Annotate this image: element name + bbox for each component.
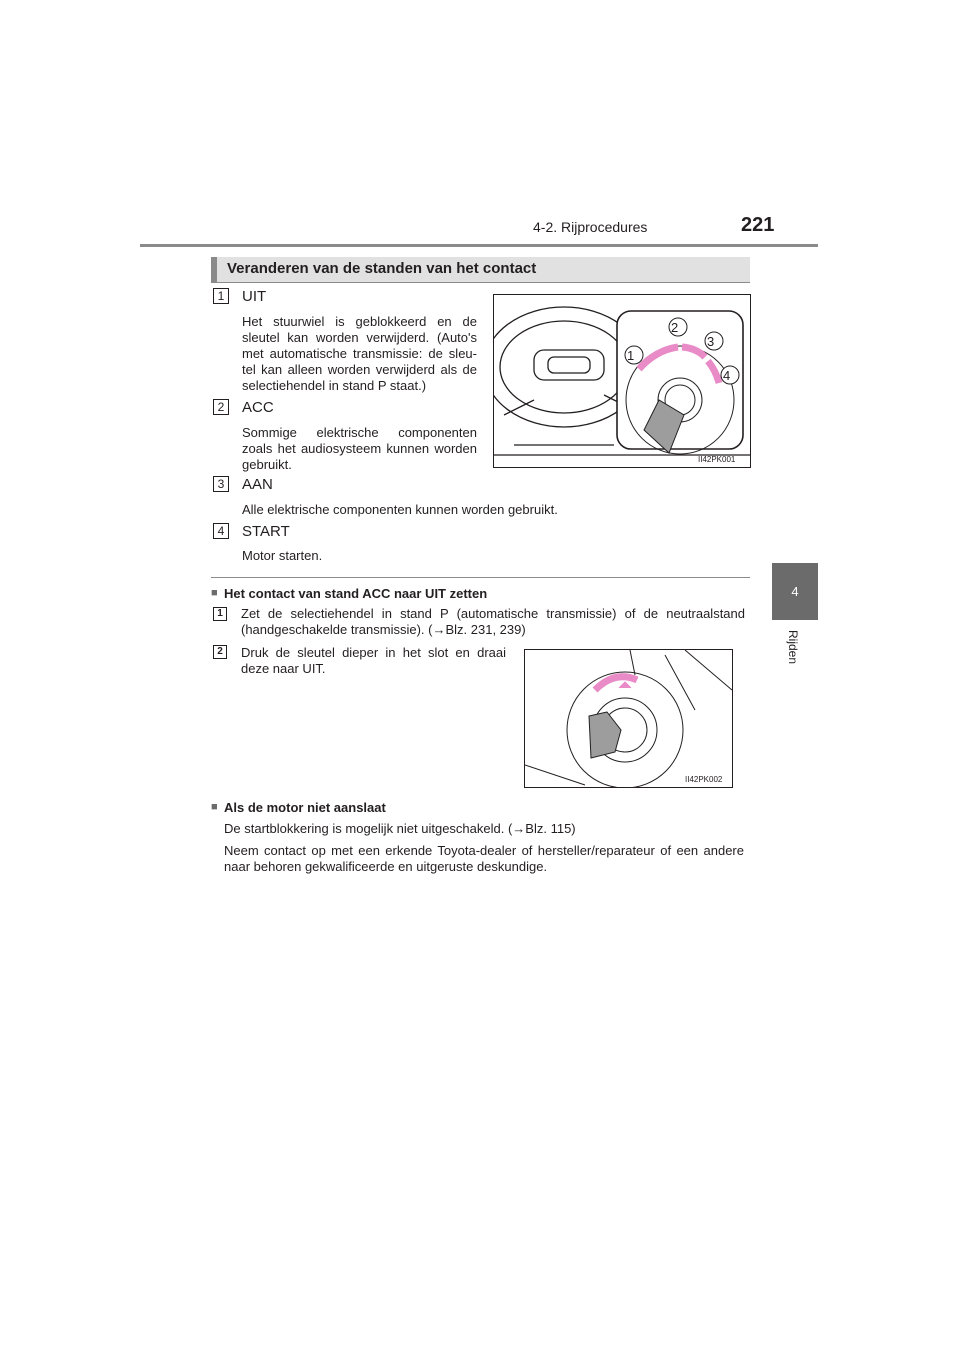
section-title: Veranderen van de standen van het contact	[227, 260, 537, 277]
subsection2-paragraph-1: De startblokkering is mogelijk niet uitgeschakeld. (→Blz. 115)	[224, 821, 576, 836]
subsection1-title: Het contact van stand ACC naar UIT zetten	[224, 586, 488, 601]
section-title-bar	[211, 257, 750, 282]
ignition-positions-illustration	[494, 295, 750, 467]
step-text-1: Zet de selectiehendel in stand P (automatische transmissie) of de neutraalstand (handgeschakelde transmissie). (→Blz. 231, 239)	[241, 606, 745, 637]
position-number-4: 4	[213, 523, 229, 539]
step-number-2: 2	[213, 645, 227, 659]
chapter-tab-label: Rijden	[786, 630, 800, 665]
running-header-section: 4-2. Rijprocedures	[533, 219, 648, 235]
position-title-1: UIT	[242, 288, 267, 305]
figure1-callout-1: 1	[627, 348, 635, 363]
subsection1-bullet: ■	[211, 587, 218, 599]
ignition-positions-figure	[493, 294, 751, 468]
step-number-1: 1	[213, 607, 227, 621]
page-number: 221	[741, 214, 775, 236]
subsection2-title: Als de motor niet aanslaat	[224, 800, 386, 815]
position-number-2: 2	[213, 399, 229, 415]
position-title-2: ACC	[242, 399, 274, 416]
figure1-caption: II42PK001	[698, 455, 736, 464]
position-title-3: AAN	[242, 476, 273, 493]
position-text-1: Het stuurwiel is geblokkeerd en de sleutel kan worden verwijderd. (Auto's met automatische transmissie: de sleu-tel kan alleen worden verwijderd als de selectiehendel in stand P staat.)	[242, 314, 477, 393]
position-text-2: Sommige elektrische componenten zoals het audiosysteem kunnen worden gebruikt.	[242, 425, 477, 472]
position-title-4: START	[242, 523, 290, 540]
key-turn-figure	[524, 649, 733, 788]
step-text-2: Druk de sleutel dieper in het slot en draai deze naar UIT.	[241, 645, 506, 676]
chapter-tab: 4	[772, 563, 818, 620]
figure1-callout-2: 2	[671, 320, 679, 335]
section-title-underline	[211, 282, 750, 283]
key-turn-illustration	[525, 650, 732, 787]
header-rule	[140, 244, 818, 247]
figure1-callout-4: 4	[723, 368, 731, 383]
subsection2-bullet: ■	[211, 801, 218, 813]
position-number-1: 1	[213, 288, 229, 304]
position-text-3: Alle elektrische componenten kunnen worden gebruikt.	[242, 502, 558, 517]
position-number-3: 3	[213, 476, 229, 492]
chapter-tab-label-wrap	[783, 628, 805, 688]
figure2-caption: II42PK002	[685, 775, 723, 784]
position-text-4: Motor starten.	[242, 548, 323, 563]
figure1-callout-3: 3	[707, 334, 715, 349]
section-separator	[211, 577, 750, 578]
subsection2-paragraph-2: Neem contact op met een erkende Toyota-dealer of hersteller/reparateur of een andere naar behoren gekwalificeerde en uitgeruste deskundige.	[224, 843, 744, 874]
